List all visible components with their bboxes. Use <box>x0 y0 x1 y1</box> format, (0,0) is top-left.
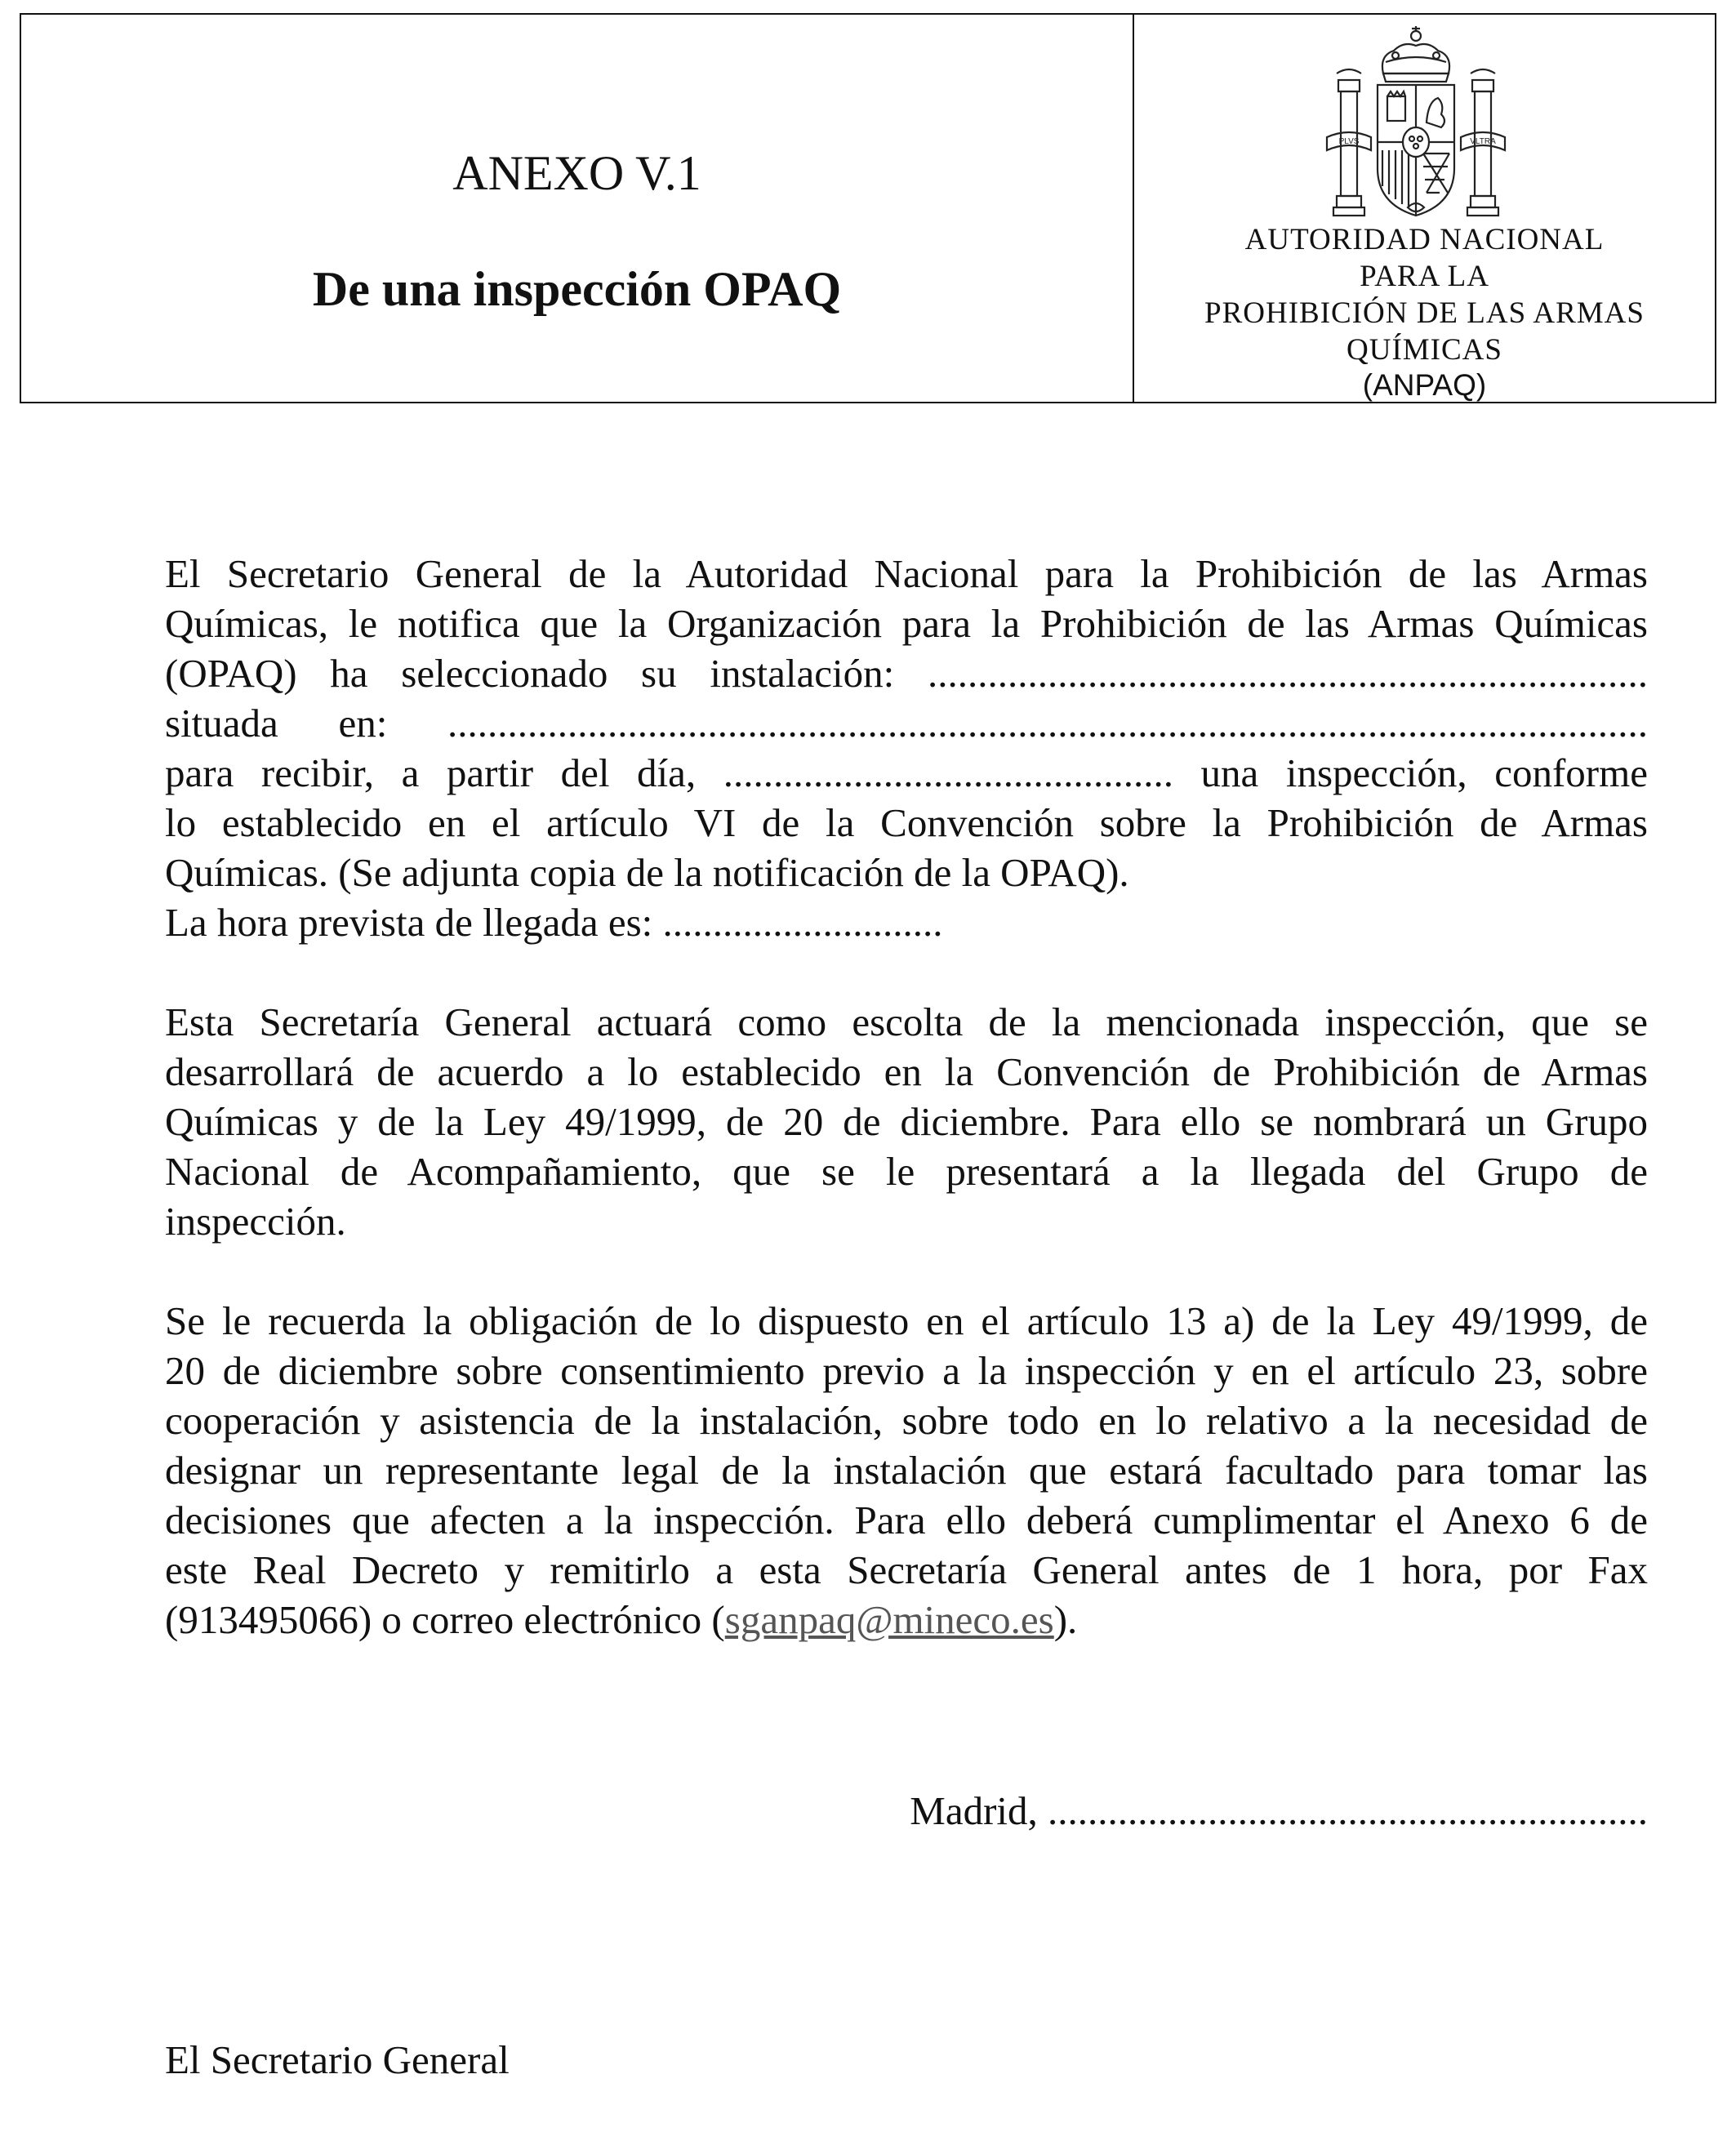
authority-acronym: (ANPAQ) <box>1362 368 1487 402</box>
header-title-cell <box>21 15 1134 402</box>
text-line: Químicas, le notifica que la Organización para la Prohibición de las Armas Químicas <box>165 601 1648 646</box>
text-line: Químicas. (Se adjunta copia de la notificación de la OPAQ). <box>165 850 1129 895</box>
text-line: Esta Secretaría General actuará como escolta de la mencionada inspección, que se <box>165 999 1648 1044</box>
annex-title: ANEXO V.1 <box>452 146 701 200</box>
authority-line: AUTORIDAD NACIONAL <box>1244 223 1605 256</box>
text-line: este Real Decreto y remitirlo a esta Secretaría General antes de 1 hora, por Fax <box>165 1547 1648 1592</box>
email-link[interactable]: sganpaq@mineco.es <box>724 1597 1054 1642</box>
text-line: desarrollará de acuerdo a lo establecido en la Convención de Prohibición de Armas <box>165 1049 1648 1094</box>
paragraph-notification <box>165 549 1648 947</box>
motto-plvs: PLVS <box>1338 137 1360 146</box>
text-line: para recibir, a partir del día, ............................................. una inspección, conforme <box>165 750 1648 795</box>
signatory: El Secretario General <box>165 2037 510 2082</box>
text-line: La hora prevista de llegada es: ............................ <box>165 900 943 945</box>
contact-text-end: ). <box>1053 1597 1078 1642</box>
text-line: El Secretario General de la Autoridad Nacional para la Prohibición de las Armas <box>165 551 1648 596</box>
text-line: decisiones que afecten a la inspección. Para ello deberá cumplimentar el Anexo 6 de <box>165 1498 1648 1542</box>
text-line: lo establecido en el artículo VI de la Convención sobre la Prohibición de Armas <box>165 800 1648 845</box>
text-line: cooperación y asistencia de la instalación, sobre todo en lo relativo a la necesidad de <box>165 1398 1648 1443</box>
paragraph-obligations <box>165 1296 1648 1645</box>
coat-of-arms-icon <box>1322 23 1510 227</box>
text-line: (OPAQ) ha seleccionado su instalación: ........................................................................ <box>165 651 1648 696</box>
paragraph-escort <box>165 997 1648 1246</box>
place-date: Madrid, ............................................................ <box>910 1788 1648 1833</box>
text-line: Nacional de Acompañamiento, que se le presentará a la llegada del Grupo de <box>165 1149 1648 1194</box>
authority-line: PROHIBICIÓN DE LAS ARMAS <box>1204 296 1645 330</box>
header-table <box>20 13 1716 403</box>
text-line: situada en: ........................................................................................................................ <box>165 701 1648 746</box>
text-line: 20 de diciembre sobre consentimiento previo a la inspección y en el artículo 23, sobre <box>165 1348 1648 1393</box>
motto-vltra: VLTRA <box>1470 137 1496 146</box>
text-line: designar un representante legal de la instalación que estará facultado para tomar las <box>165 1448 1648 1493</box>
notification-body <box>165 549 1648 1645</box>
text-line: Se le recuerda la obligación de lo dispuesto en el artículo 13 a) de la Ley 49/1999, de <box>165 1298 1648 1343</box>
authority-line: PARA LA <box>1360 260 1489 293</box>
authority-line: QUÍMICAS <box>1347 333 1502 367</box>
text-line: inspección. <box>165 1199 346 1244</box>
text-line <box>165 1595 1648 1645</box>
contact-text: (913495066) o correo electrónico ( <box>165 1597 725 1642</box>
header-authority-cell <box>1134 15 1715 402</box>
text-line: Químicas y de la Ley 49/1999, de 20 de diciembre. Para ello se nombrará un Grupo <box>165 1099 1648 1144</box>
annex-subtitle: De una inspección OPAQ <box>312 262 842 316</box>
authority-name <box>1134 221 1715 368</box>
